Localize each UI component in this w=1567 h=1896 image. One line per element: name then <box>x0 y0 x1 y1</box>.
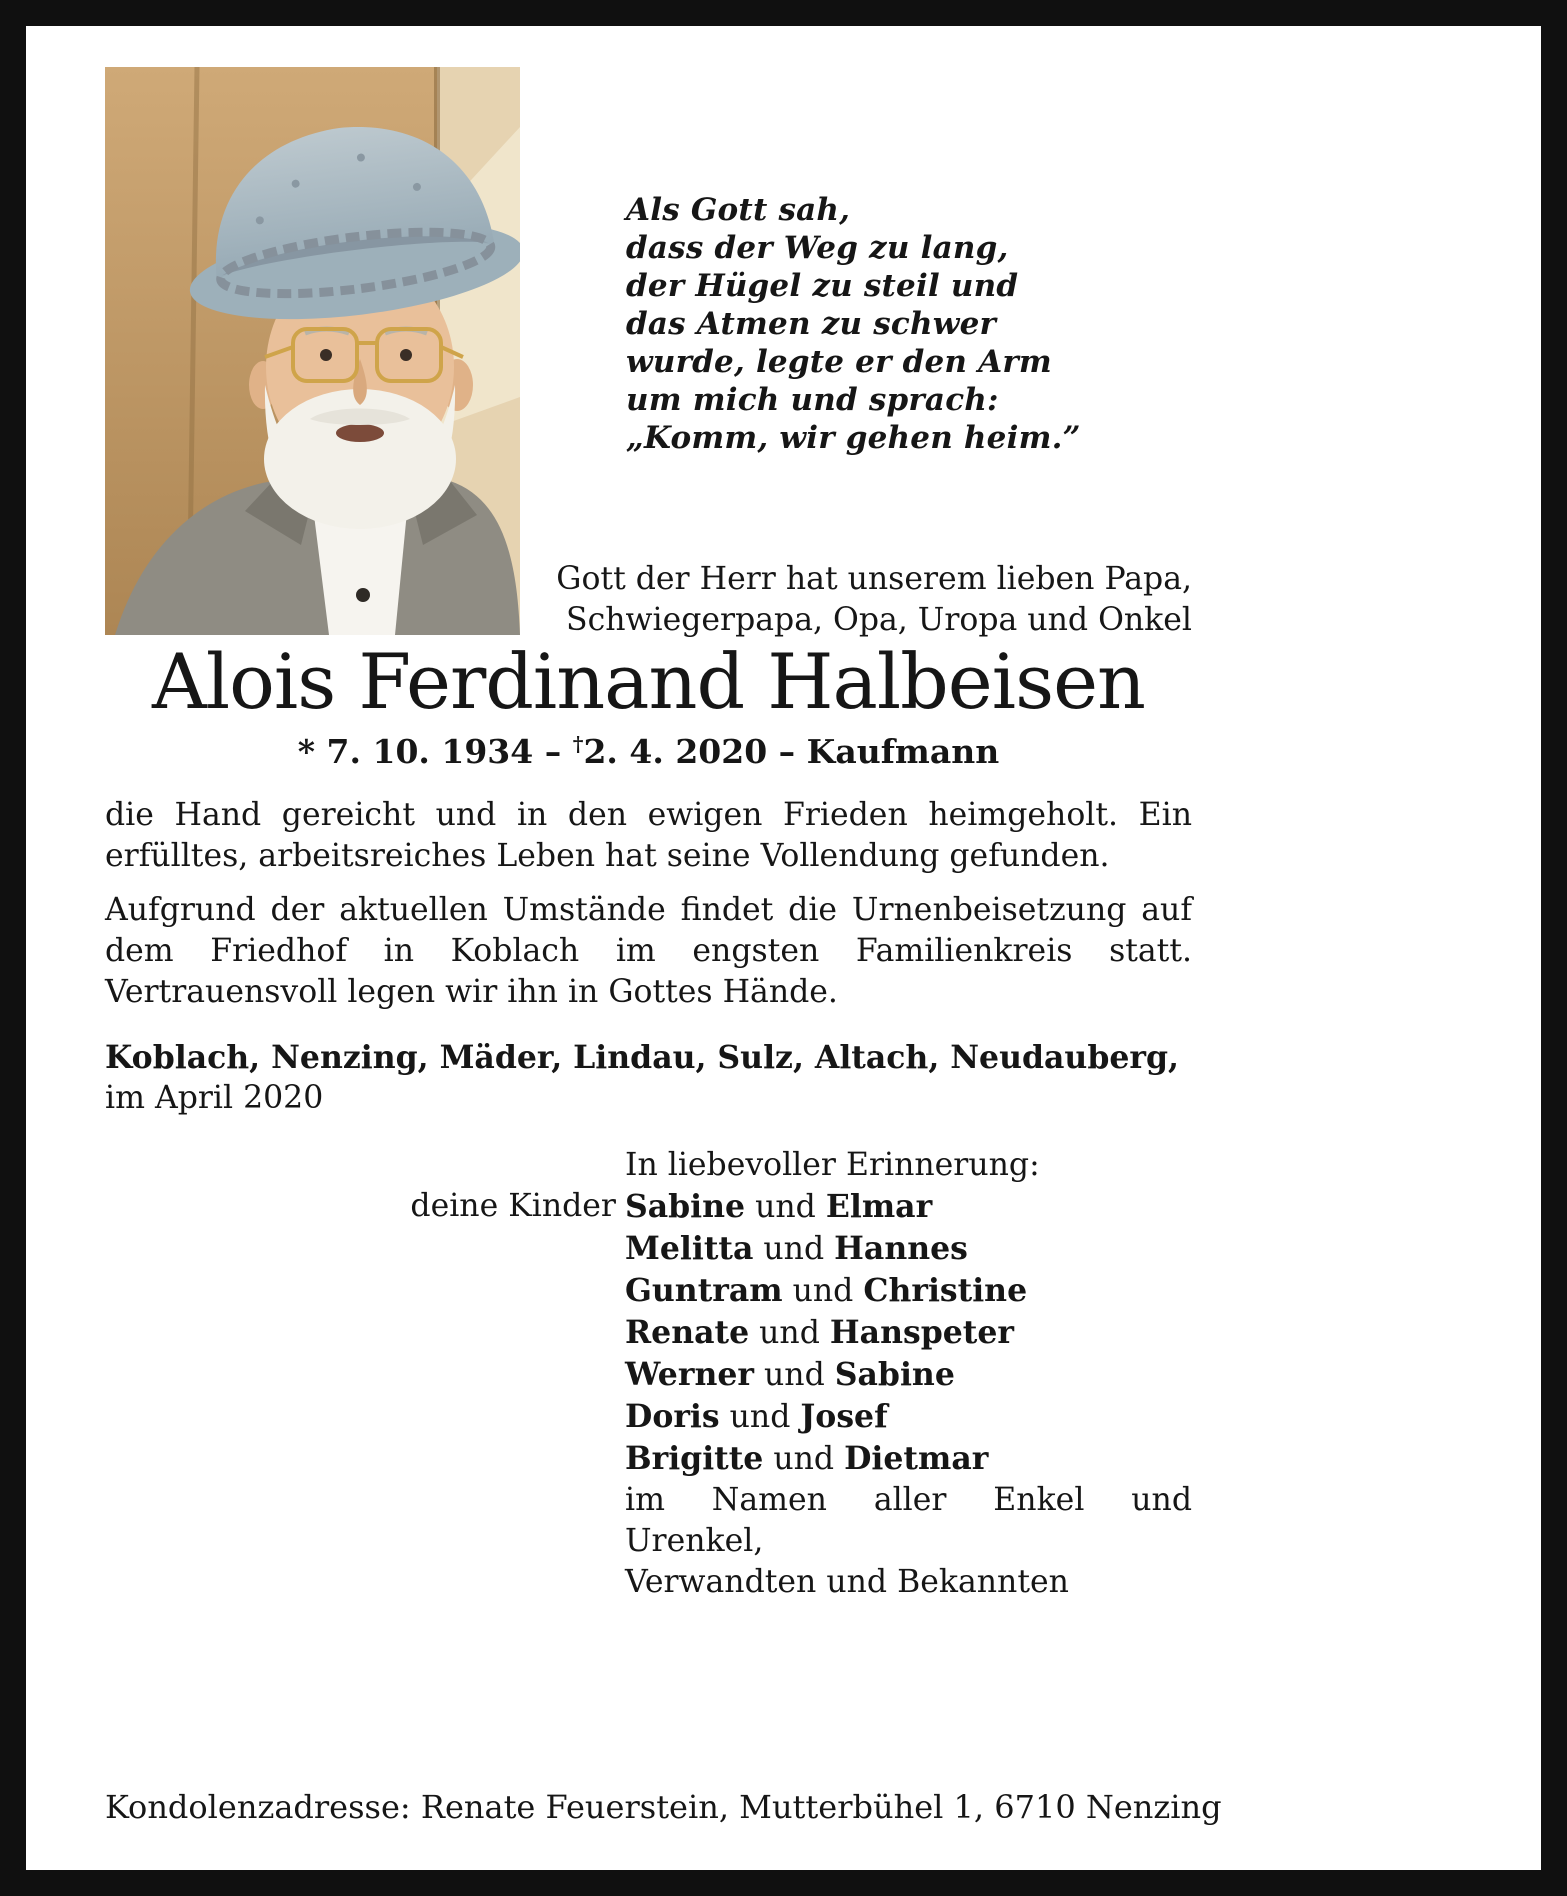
intro-line-1: Gott der Herr hat unserem lieben Papa, <box>556 561 1192 597</box>
memorial-couple <box>410 1186 1192 1228</box>
partner-name: Elmar <box>825 1187 933 1225</box>
poem-line: Als Gott sah, <box>626 192 851 228</box>
profession-separator: – <box>778 731 796 771</box>
portrait-illustration <box>105 67 520 635</box>
memorial-couple <box>625 1270 1192 1312</box>
connector-text: und <box>729 1398 791 1435</box>
connector-text: und <box>773 1440 835 1477</box>
death-date: 2. 4. 2020 <box>583 731 768 771</box>
poem-line: wurde, legte er den Arm <box>626 344 1052 380</box>
memorial-couple <box>625 1312 1192 1354</box>
poem-block <box>626 191 1081 457</box>
intro-line-2: Schwiegerpapa, Opa, Uropa und Onkel <box>566 602 1192 638</box>
memorial-closing-line-1: im Namen aller Enkel und Urenkel, <box>625 1481 1192 1559</box>
child-name: Werner <box>625 1355 754 1393</box>
portrait-photo <box>105 67 520 635</box>
child-name: Sabine <box>625 1187 746 1225</box>
connector-text: und <box>763 1230 825 1267</box>
poem-line: „Komm, wir gehen heim.” <box>626 420 1081 456</box>
body-paragraph-2: Aufgrund der aktuellen Umstände findet die Urnenbeisetzung auf dem Friedhof in Koblach im engsten Familienkreis statt. Vertrauensvoll legen wir ihn in Gottes Hände. <box>105 891 1192 1010</box>
deceased-name: Alois Ferdinand Halbeisen <box>151 637 1146 726</box>
poem-line: dass der Weg zu lang, <box>626 230 1009 266</box>
obituary-sheet <box>26 26 1541 1870</box>
dates-separator: – <box>544 731 562 771</box>
child-name: Brigitte <box>625 1439 764 1477</box>
body-paragraph-1: die Hand gereicht und in den ewigen Frieden heimgeholt. Ein erfülltes, arbeitsreiches Leben hat seine Vollendung gefunden. <box>105 796 1192 874</box>
poem-line: um mich und sprach: <box>626 382 999 418</box>
connector-text: und <box>792 1272 854 1309</box>
condolence-address: Kondolenzadresse: Renate Feuerstein, Mutterbühel 1, 6710 Nenzing <box>105 1788 1222 1826</box>
main-content <box>105 637 1192 1603</box>
poem-line: das Atmen zu schwer <box>626 306 997 342</box>
places-line: Koblach, Nenzing, Mäder, Lindau, Sulz, Altach, Neudauberg, <box>105 1038 1179 1076</box>
partner-name: Josef <box>800 1397 888 1435</box>
connector-text: und <box>764 1356 825 1393</box>
birth-symbol: * <box>297 731 316 771</box>
memorial-couple <box>625 1228 1192 1270</box>
partner-name: Hanspeter <box>829 1313 1014 1351</box>
partner-name: Christine <box>863 1271 1028 1309</box>
connector-text: und <box>755 1188 816 1225</box>
child-name: Guntram <box>625 1271 783 1309</box>
memorial-couple <box>625 1354 1192 1396</box>
partner-name: Sabine <box>834 1355 955 1393</box>
places-block <box>105 1037 1192 1119</box>
child-name: Melitta <box>625 1229 754 1267</box>
memorial-couple <box>625 1396 1192 1438</box>
memorial-block <box>105 1145 1192 1603</box>
places-date-line: im April 2020 <box>105 1079 324 1116</box>
connector-text: und <box>759 1314 820 1351</box>
life-dates <box>105 732 1192 771</box>
children-label: deine Kinder <box>410 1187 616 1224</box>
partner-name: Dietmar <box>844 1439 989 1477</box>
partner-name: Hannes <box>834 1229 968 1267</box>
profession: Kaufmann <box>806 731 1000 771</box>
poem-line: der Hügel zu steil und <box>626 268 1019 304</box>
memorial-couple <box>625 1438 1192 1480</box>
death-symbol: † <box>572 731 584 756</box>
memorial-heading: In liebevoller Erinnerung: <box>625 1146 1040 1183</box>
child-name: Renate <box>625 1313 750 1351</box>
memorial-closing-line-2: Verwandten und Bekannten <box>625 1563 1069 1600</box>
birth-date: 7. 10. 1934 <box>326 731 534 771</box>
child-name: Doris <box>625 1397 720 1435</box>
intro-block <box>476 559 1192 641</box>
